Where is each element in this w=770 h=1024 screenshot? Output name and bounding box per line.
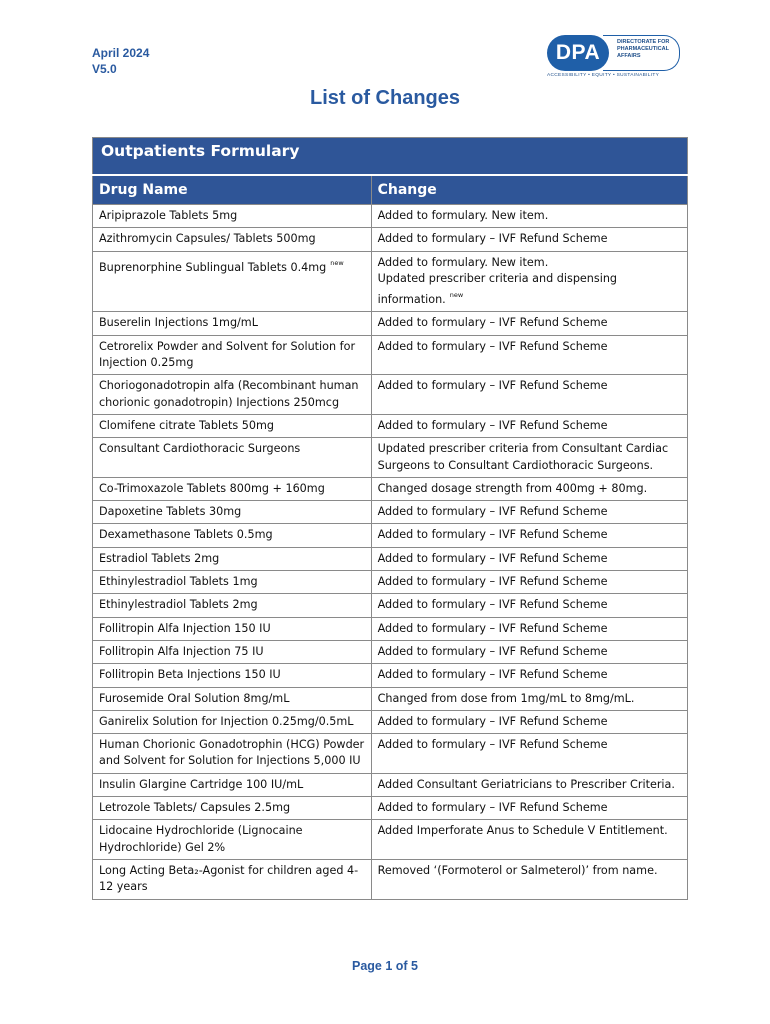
drug-name: Buprenorphine Sublingual Tablets 0.4mg [99,260,327,274]
table-row [93,501,688,524]
change-cell [371,414,687,437]
table-row [93,414,688,437]
drug-name-cell [93,205,372,228]
drug-name-cell [93,594,372,617]
change-cell [371,501,687,524]
table-row [93,617,688,640]
change-cell [371,228,687,251]
drug-name: Lidocaine Hydrochloride (Lignocaine Hydrochloride) Gel 2% [99,824,303,854]
drug-name: Dapoxetine Tablets 30mg [99,505,242,519]
logo-line-1: DIRECTORATE FOR [617,39,670,45]
drug-name-cell [93,312,372,335]
column-header-row [93,175,688,205]
change-cell [371,547,687,570]
drug-name: Long Acting Beta₂-Agonist for children aged 4-12 years [99,863,359,894]
drug-name-cell [93,617,372,640]
change-cell [371,205,687,228]
change-text: Changed dosage strength from 400mg + 80mg. [377,481,648,495]
change-text: Added to formulary – IVF Refund Scheme [377,379,608,393]
drug-name: Ethinylestradiol Tablets 2mg [99,598,258,612]
drug-name-cell [93,524,372,547]
drug-name-cell [93,734,372,774]
change-cell [371,524,687,547]
drug-name: Aripiprazole Tablets 5mg [99,209,238,222]
table-row [93,797,688,820]
drug-name: Choriogonadotropin alfa (Recombinant human chorionic gonadotropin) Injections 250mcg [99,379,359,409]
table-row [93,228,688,251]
page-title: List of Changes [309,87,460,109]
document-date: April 2024 [92,46,150,60]
change-text: Added to formulary – IVF Refund Scheme [377,714,608,728]
change-cell [371,820,687,860]
change-cell [371,773,687,796]
change-text: Added to formulary. New item. [377,255,549,269]
drug-name-cell [93,477,372,500]
logo-name [617,39,677,60]
section-header: Outpatients Formulary [93,138,688,175]
logo-line-3: AFFAIRS [617,53,641,59]
drug-name: Furosemide Oral Solution 8mg/mL [99,691,290,705]
logo-line-2: PHARMACEUTICAL [617,46,669,52]
table-row [93,205,688,228]
change-text: Added Imperforate Anus to Schedule V Entitlement. [377,824,668,838]
drug-name-cell [93,859,372,899]
table-row [93,734,688,774]
table-row [93,335,688,375]
drug-name-cell [93,571,372,594]
change-text: Added to formulary – IVF Refund Scheme [377,232,608,246]
change-cell [371,617,687,640]
drug-name: Dexamethasone Tablets 0.5mg [99,528,273,542]
drug-name-cell [93,547,372,570]
table-row [93,438,688,478]
change-cell [371,335,687,375]
change-text: Added to formulary – IVF Refund Scheme [377,505,608,519]
drug-name-cell [93,414,372,437]
document-version: V5.0 [92,62,117,76]
change-text: Added to formulary – IVF Refund Scheme [377,316,608,330]
drug-name-cell [93,640,372,663]
drug-name-cell [93,335,372,375]
table-row [93,375,688,415]
drug-name: Follitropin Alfa Injection 150 IU [99,621,271,635]
new-tag: new [330,258,344,267]
table-row [93,773,688,796]
change-cell [371,251,687,312]
drug-name-cell [93,820,372,860]
drug-name: Co-Trimoxazole Tablets 800mg + 160mg [99,481,325,495]
drug-name-cell [93,773,372,796]
change-text: Added to formulary – IVF Refund Scheme [377,575,608,589]
drug-name: Consultant Cardiothoracic Surgeons [99,442,301,456]
table-row [93,571,688,594]
change-text: Added to formulary – IVF Refund Scheme [377,551,608,565]
drug-name: Follitropin Beta Injections 150 IU [99,668,281,682]
table-row [93,312,688,335]
column-header-change: Change [371,175,687,205]
change-cell [371,438,687,478]
change-text: Added to formulary – IVF Refund Scheme [377,528,608,542]
drug-name-cell [93,438,372,478]
change-cell [371,312,687,335]
table-row [93,710,688,733]
change-text: Added to formulary – IVF Refund Scheme [377,644,608,658]
drug-name-cell [93,375,372,415]
drug-name: Insulin Glargine Cartridge 100 IU/mL [99,777,304,791]
change-cell [371,594,687,617]
change-text: Added to formulary – IVF Refund Scheme [377,339,608,353]
logo-abbr: DPA [547,35,609,71]
drug-name: Ethinylestradiol Tablets 1mg [99,575,258,589]
table-row [93,547,688,570]
table-body [93,205,688,900]
changes-table [92,137,688,900]
change-text: Removed ‘(Formoterol or Salmeterol)’ from name. [377,863,658,877]
dpa-logo [545,33,685,79]
drug-name: Clomifene citrate Tablets 50mg [99,418,274,432]
drug-name: Cetrorelix Powder and Solvent for Solution for Injection 0.25mg [99,339,356,370]
table-row [93,820,688,860]
table-row [93,594,688,617]
change-cell [371,710,687,733]
change-text: Added to formulary – IVF Refund Scheme [377,668,608,682]
drug-name-cell [93,664,372,687]
table-row [93,251,688,312]
logo-tagline: ACCESSIBILITY • EQUITY • SUSTAINABILITY [547,73,660,78]
change-text-2-body: Updated prescriber criteria and dispensing information. [377,271,618,307]
drug-name-cell [93,687,372,710]
change-cell [371,375,687,415]
change-text: Added to formulary – IVF Refund Scheme [377,621,608,635]
drug-name-cell [93,797,372,820]
drug-name: Letrozole Tablets/ Capsules 2.5mg [99,801,291,815]
change-text: Added to formulary – IVF Refund Scheme [377,598,608,612]
change-text-2 [378,271,681,309]
change-cell [371,571,687,594]
change-text: Changed from dose from 1mg/mL to 8mg/mL. [377,691,635,705]
drug-name: Follitropin Alfa Injection 75 IU [99,644,264,658]
change-cell [371,797,687,820]
change-cell [371,859,687,899]
drug-name: Estradiol Tablets 2mg [99,551,220,565]
drug-name-cell [93,501,372,524]
change-text: Added to formulary. New item. [377,209,549,222]
change-cell [371,664,687,687]
table-row [93,477,688,500]
change-text: Added Consultant Geriatricians to Prescriber Criteria. [377,777,675,791]
drug-name: Azithromycin Capsules/ Tablets 500mg [99,232,316,246]
change-cell [371,734,687,774]
table-row [93,859,688,899]
drug-name: Buserelin Injections 1mg/mL [99,316,258,330]
drug-name-cell [93,251,372,312]
drug-name: Human Chorionic Gonadotrophin (HCG) Powder and Solvent for Solution for Injections 5,000 IU [99,738,365,768]
table-row [93,640,688,663]
drug-name-cell [93,228,372,251]
change-text: Updated prescriber criteria from Consultant Cardiac Surgeons to Consultant Cardiothoracic Surgeons. [377,442,669,472]
page-footer: Page 1 of 5 [352,959,418,973]
column-header-drug: Drug Name [93,175,372,205]
table-row [93,664,688,687]
change-text: Added to formulary – IVF Refund Scheme [377,801,608,815]
table-row [93,687,688,710]
change-text: Added to formulary – IVF Refund Scheme [377,418,608,432]
change-text: Added to formulary – IVF Refund Scheme [377,738,608,752]
new-tag: new [449,291,464,300]
change-cell [371,640,687,663]
document-meta [92,45,149,77]
change-cell [371,477,687,500]
table-row [93,524,688,547]
drug-name: Ganirelix Solution for Injection 0.25mg/0.5mL [99,714,354,728]
change-cell [371,687,687,710]
drug-name-cell [93,710,372,733]
